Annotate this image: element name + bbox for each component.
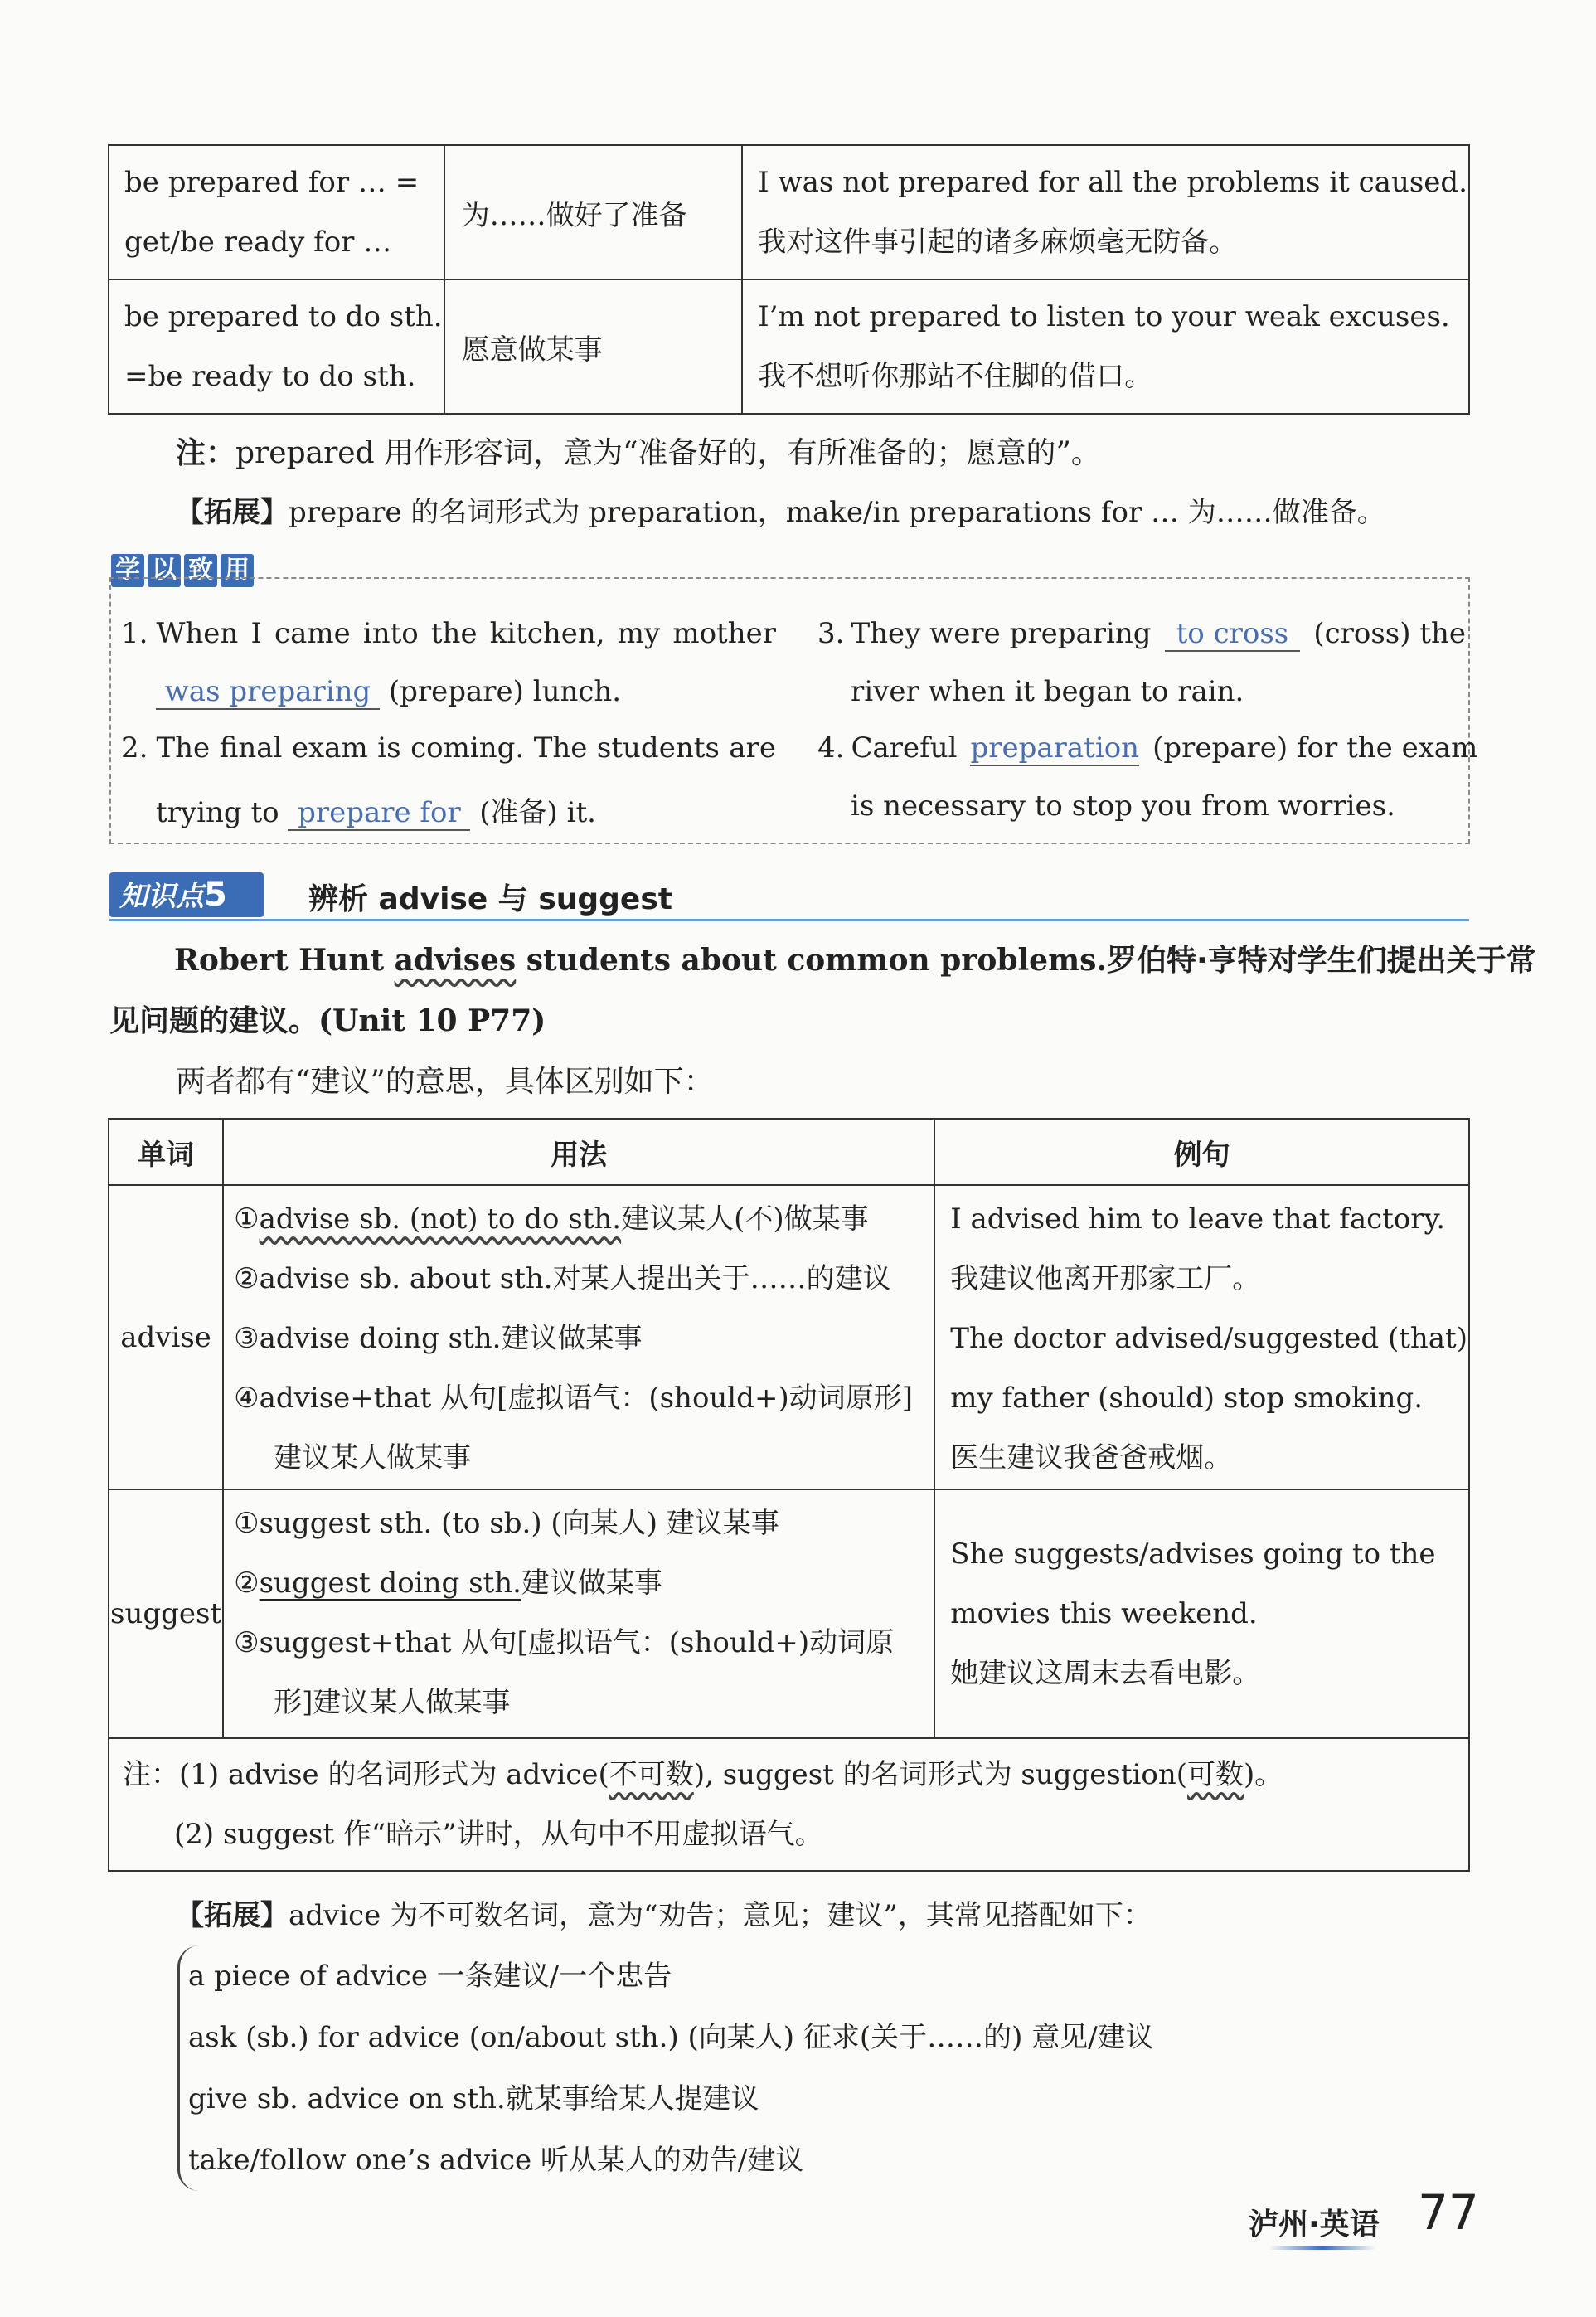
- question-1: [121, 617, 776, 650]
- table-row: [109, 279, 1469, 414]
- hint-text: (prepare) for the exam: [1152, 731, 1478, 765]
- badge-char: 致: [184, 554, 217, 587]
- source-ref: (Unit 10 P77): [318, 1003, 546, 1038]
- question-4: [817, 731, 1478, 766]
- usage-text: advise+that 从句[虚拟语气：(should+)动词原形]: [259, 1382, 913, 1415]
- question-text: They were preparing: [851, 617, 1152, 650]
- phrase-line: =be ready to do sth.: [124, 360, 416, 393]
- example-line: 她建议这周末去看电影。: [950, 1657, 1261, 1690]
- note-line: [123, 1745, 1467, 1805]
- badge-char: 以: [148, 554, 181, 587]
- word-cell: advise: [109, 1185, 223, 1489]
- usage-text: 建议某人(不)做某事: [621, 1202, 869, 1236]
- usage-mark: ③: [234, 1322, 260, 1355]
- usage-key: suggest doing sth.: [259, 1567, 521, 1600]
- hint-text: (prepare) lunch.: [388, 675, 622, 708]
- sentence-zh: 罗伯特·亨特对学生们提出关于常: [1106, 944, 1536, 978]
- note-label: 注：: [176, 436, 236, 470]
- kp-divider: [109, 919, 1469, 921]
- expand-label: 【拓展】: [176, 1899, 289, 1932]
- header-example: 例句: [934, 1119, 1469, 1185]
- usage-mark: ③: [234, 1626, 260, 1659]
- usage-line: [234, 1553, 933, 1613]
- example-en: I’m not prepared to listen to your weak excuses.: [758, 300, 1450, 333]
- prepared-table: [108, 144, 1470, 415]
- usage-line: [234, 1309, 933, 1368]
- usage-text: advise doing sth.建议做某事: [259, 1322, 643, 1355]
- note-key: 不可数: [609, 1758, 694, 1791]
- usage-line: [234, 1494, 933, 1553]
- table-row: [109, 145, 1469, 279]
- usage-mark: ②: [234, 1262, 260, 1295]
- usage-line: [234, 1189, 933, 1249]
- example-line: 我建议他离开那家工厂。: [950, 1262, 1261, 1295]
- question-number: 1.: [121, 617, 148, 650]
- question-text: Careful: [851, 731, 958, 765]
- usage-line: 建议某人做某事: [274, 1441, 472, 1474]
- expand-text: prepare 的名词形式为 preparation，make/in preparations for … 为……做准备。: [289, 496, 1385, 529]
- usage-mark: ①: [234, 1202, 260, 1236]
- usage-line: 形]建议某人做某事: [274, 1686, 511, 1719]
- sentence-part: students about common problems.: [526, 943, 1107, 978]
- question-text: The final exam is coming. The students are: [156, 731, 776, 765]
- answer-blank: prepare for: [288, 796, 470, 831]
- note-part: ), suggest 的名词形式为 suggestion(: [693, 1758, 1188, 1791]
- question-2: [121, 731, 776, 765]
- note-text: prepared 用作形容词，意为“准备好的，有所准备的；愿意的”。: [235, 436, 1101, 470]
- kp-sentence: [174, 937, 1536, 979]
- note-part: 注：(1) advise 的名词形式为 advice(: [123, 1758, 609, 1791]
- word-cell: suggest: [109, 1489, 223, 1738]
- usage-line: [234, 1368, 933, 1428]
- question-1-line2: [156, 675, 621, 710]
- note-prepared: [176, 430, 1101, 472]
- usage-text: suggest+that 从句[虚拟语气：(should+)动词原: [259, 1626, 895, 1659]
- meaning-cell: 愿意做某事: [444, 279, 743, 414]
- example-zh: 我不想听你那站不住脚的借口。: [758, 360, 1153, 393]
- usage-text: 建议做某事: [521, 1567, 662, 1600]
- question-2-line2: [156, 789, 596, 831]
- question-number: 3.: [817, 617, 845, 650]
- expand-label: 【拓展】: [176, 496, 289, 529]
- list-item: give sb. advice on sth.就某事给某人提建议: [188, 2082, 759, 2115]
- usage-key: advise sb. (not) to do sth.: [259, 1202, 622, 1236]
- usage-text: suggest sth. (to sb.) (向某人) 建议某事: [259, 1507, 779, 1540]
- phrase-line: be prepared to do sth.: [124, 300, 443, 333]
- table-header-row: [109, 1119, 1469, 1185]
- list-item: ask (sb.) for advice (on/about sth.) (向某人) 征求(关于……的) 意见/建议: [188, 2021, 1154, 2054]
- hint-text: (cross) the: [1313, 617, 1466, 650]
- kp-badge-text: 知识点: [119, 880, 204, 913]
- kp-intro: 两者都有“建议”的意思，具体区别如下：: [176, 1065, 714, 1099]
- badge-char: 学: [111, 554, 144, 587]
- question-number: 4.: [817, 731, 845, 765]
- usage-line: [234, 1613, 933, 1673]
- usage-text: advise sb. about sth.对某人提出关于……的建议: [259, 1262, 891, 1295]
- kp-badge-number: 5: [204, 876, 227, 914]
- example-line: The doctor advised/suggested (that): [950, 1322, 1467, 1355]
- table-row-suggest: [109, 1489, 1469, 1738]
- badge-char: 用: [221, 554, 254, 587]
- phrase-line: get/be ready for …: [124, 226, 392, 259]
- usage-mark: ①: [234, 1507, 260, 1540]
- example-line: I advised him to leave that factory.: [950, 1202, 1446, 1236]
- answer-blank: was preparing: [156, 675, 380, 710]
- kp-badge: [109, 872, 264, 917]
- example-zh: 我对这件事引起的诸多麻烦毫无防备。: [758, 226, 1238, 259]
- example-line: She suggests/advises going to the: [950, 1537, 1436, 1571]
- expand-advice: [176, 1892, 1152, 1933]
- question-text: When I came into the kitchen, my mother: [156, 617, 776, 650]
- expand-prepare: [176, 489, 1385, 530]
- page-number: 77: [1418, 2184, 1479, 2241]
- table-row-advise: [109, 1185, 1469, 1489]
- example-en: I was not prepared for all the problems it caused.: [758, 166, 1467, 199]
- usage-mark: ④: [234, 1382, 260, 1415]
- hint-text: (准备) it.: [479, 796, 596, 829]
- compare-table: [108, 1118, 1470, 1872]
- sentence-zh: 见问题的建议。: [109, 1004, 319, 1038]
- example-line: movies this weekend.: [950, 1597, 1258, 1630]
- note-line: (2) suggest 作“暗示”讲时，从句中不用虚拟语气。: [174, 1818, 823, 1851]
- answer-blank: preparation: [970, 731, 1140, 765]
- note-part: )。: [1244, 1758, 1283, 1791]
- footer-label: 泸州·英语: [1249, 2208, 1380, 2242]
- meaning-cell: 为……做好了准备: [444, 145, 743, 279]
- list-item: take/follow one’s advice 听从某人的劝告/建议: [188, 2144, 804, 2177]
- header-word: 单词: [109, 1119, 223, 1185]
- answer-blank: to cross: [1165, 617, 1301, 652]
- table-note-row: [109, 1738, 1469, 1871]
- usage-line: [234, 1249, 933, 1309]
- phrase-line: be prepared for … =: [124, 166, 420, 199]
- question-number: 2.: [121, 731, 148, 765]
- question-3: [817, 617, 1466, 652]
- question-text: trying to: [156, 796, 279, 829]
- key-word: advises: [394, 943, 517, 978]
- note-key: 可数: [1187, 1758, 1244, 1791]
- collocation-list: [177, 1945, 1421, 2191]
- example-line: my father (should) stop smoking.: [950, 1382, 1424, 1415]
- example-line: 医生建议我爸爸戒烟。: [950, 1441, 1233, 1474]
- usage-mark: ②: [234, 1567, 260, 1600]
- footer-accent: [1269, 2246, 1376, 2250]
- kp-sentence-line2: [109, 998, 546, 1040]
- kp-title: 辨析 advise 与 suggest: [308, 882, 672, 916]
- sentence-part: Robert Hunt: [174, 943, 385, 978]
- header-usage: 用法: [223, 1119, 934, 1185]
- question-text: river when it began to rain.: [851, 675, 1244, 708]
- expand-text: advice 为不可数名词，意为“劝告；意见；建议”，其常见搭配如下：: [289, 1899, 1152, 1932]
- list-item: a piece of advice 一条建议/一个忠告: [188, 1960, 672, 1993]
- question-text: is necessary to stop you from worries.: [851, 789, 1395, 823]
